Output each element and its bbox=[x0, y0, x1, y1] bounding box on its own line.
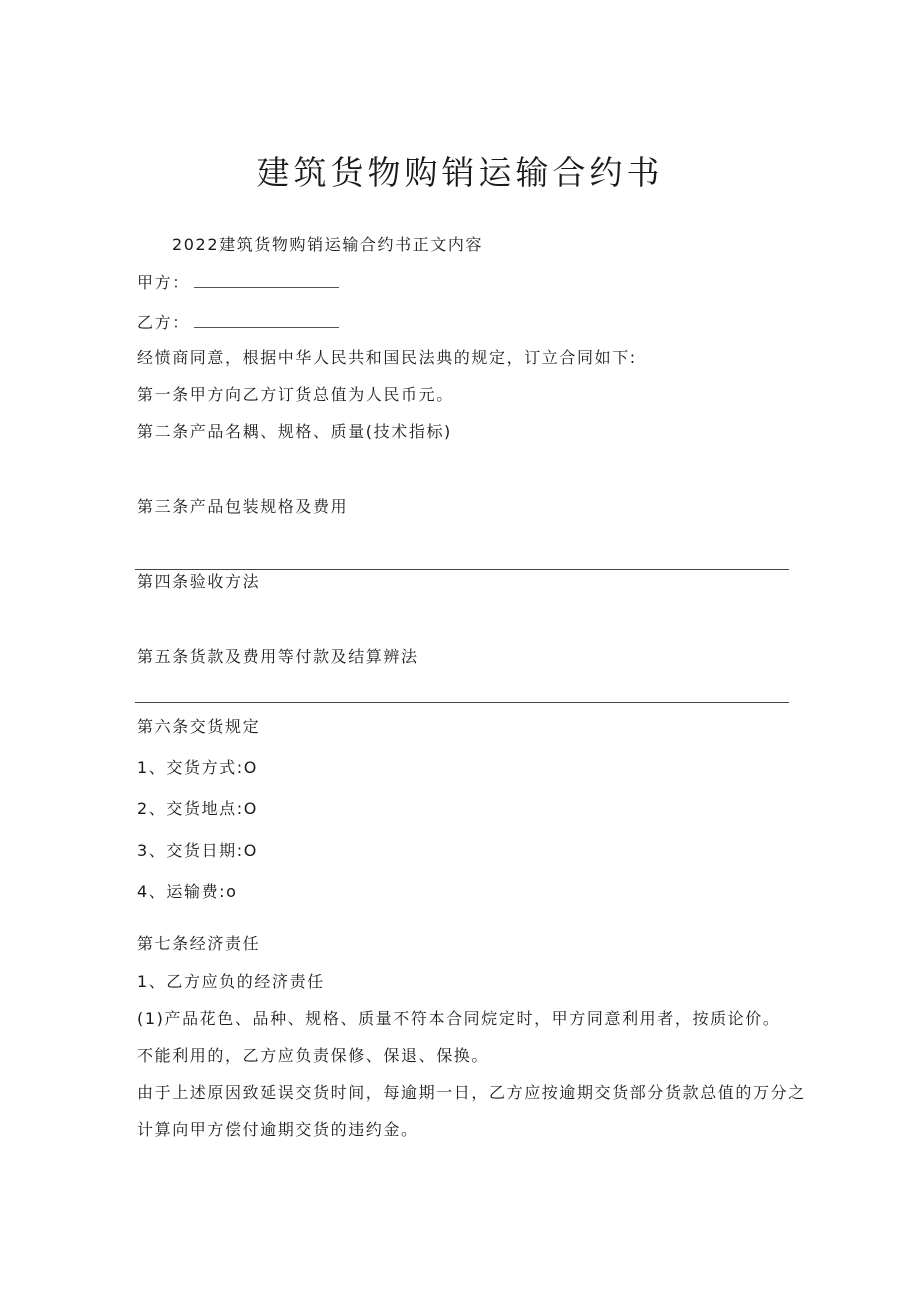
article-3: 第三条产品包装规格及费用 bbox=[137, 497, 349, 516]
divider-line bbox=[135, 569, 789, 570]
article-1: 第一条甲方向乙方订货总值为人民币元。 bbox=[137, 385, 454, 404]
article-7: 第七条经济责任 bbox=[137, 934, 261, 953]
party-a-label: 甲方： bbox=[137, 273, 190, 292]
party-a-line bbox=[137, 272, 339, 294]
article-2: 第二条产品名耦、规格、质量(技术指标) bbox=[137, 422, 452, 441]
article-7-item-1: 1、乙方应负的经济责任 bbox=[137, 972, 325, 991]
party-a-blank bbox=[194, 273, 339, 288]
party-b-line bbox=[137, 312, 339, 334]
intro-paragraph: 经愤商同意，根据中华人民共和国民法典的规定，订立合同如下: bbox=[137, 348, 637, 367]
transport-fee: 4、运输费:o bbox=[137, 882, 238, 901]
document-subtitle: 2022建筑货物购销运输合约书正文内容 bbox=[172, 235, 484, 254]
article-6: 第六条交货规定 bbox=[137, 717, 261, 736]
clause-paragraph: 不能利用的，乙方应负责保修、保退、保换。 bbox=[137, 1046, 490, 1065]
article-4: 第四条验收方法 bbox=[137, 572, 261, 591]
party-b-blank bbox=[194, 313, 339, 328]
article-5: 第五条货款及费用等付款及结算辨法 bbox=[137, 647, 419, 666]
clause-paragraph: (1)产品花色、品种、规格、质量不符本合同烷定时，甲方同意利用者，按质论价。 bbox=[137, 1009, 781, 1028]
delivery-location: 2、交货地点:O bbox=[137, 799, 258, 818]
delivery-method: 1、交货方式:O bbox=[137, 758, 258, 777]
document-title: 建筑货物购销运输合约书 bbox=[256, 153, 664, 192]
clause-paragraph: 计算向甲方偿付逾期交货的违约金。 bbox=[137, 1120, 419, 1139]
party-b-label: 乙方： bbox=[137, 313, 190, 332]
delivery-date: 3、交货日期:O bbox=[137, 841, 258, 860]
divider-line bbox=[135, 702, 789, 703]
clause-paragraph: 由于上述原因致延误交货时间，每逾期一日，乙方应按逾期交货部分货款总值的万分之 bbox=[137, 1083, 806, 1102]
